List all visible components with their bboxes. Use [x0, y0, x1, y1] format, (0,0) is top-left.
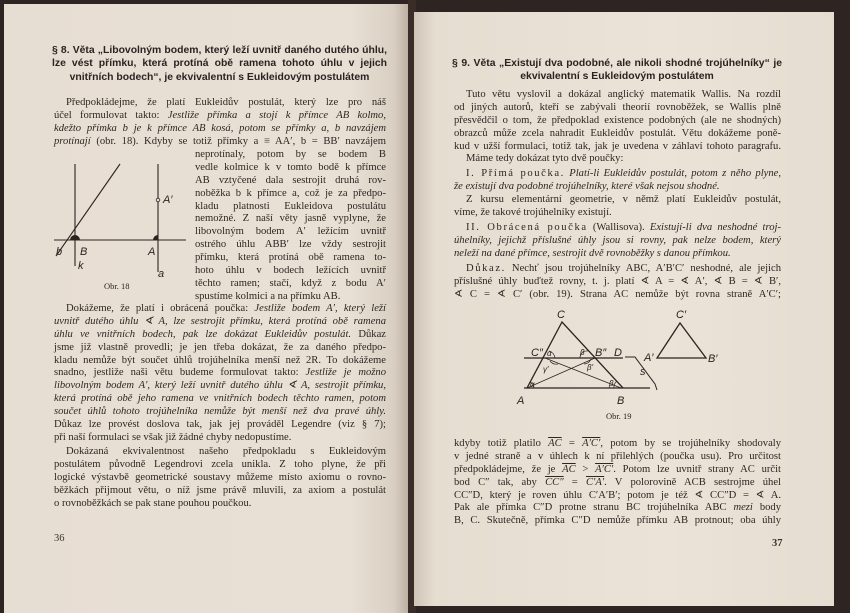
text: snadno, jestliže naši větu budeme formulovat takto: [54, 367, 306, 379]
text: B, C. Skutečně, přímka C″D nemůže přímku AB protnout; oba úhly [454, 515, 781, 527]
label-C: C [557, 309, 565, 321]
text: vedle kolmice k v tomto bodě k přímce [195, 161, 386, 173]
label-b: b [56, 246, 63, 258]
label-D: D [614, 347, 622, 359]
text: body [752, 502, 781, 514]
spaced-label: Důkaz. [466, 263, 506, 274]
italic-text: úhelníky, jejichž příslušné úhly jsou si rovny, pak nelze bodem, který [454, 234, 781, 246]
triangle-a1b1c1 [657, 323, 706, 358]
italic-text: Jestliže přímka a stojí k přímce AB kolmo, [167, 109, 386, 121]
text: o rovnoběžkách se pak stane pouhou poučkou. [54, 497, 252, 509]
text: CC″D, který je roven úhlu C′A′B′; potom je též ∢ CC″D = ∢ A. [454, 489, 781, 501]
text: postulátem původně Legendrovi zcela unikla. Z toho plyne, že při [54, 458, 386, 470]
text: kdyby totiž platilo [454, 438, 549, 449]
label-B: B [80, 246, 88, 258]
text: Dokázaná ekvivalentnost našeho předpokladu s Eukleidovým [66, 446, 386, 457]
text: těchto ramen; stačí, když z bodu A′ [195, 277, 386, 289]
text: (Wallisova). [587, 222, 650, 233]
heading-line: lze vést přímku, která protíná obě ramena tohoto úhlu v jejich [52, 58, 387, 70]
text: . Potom lze uvnitř strany AC určit [613, 463, 781, 475]
line-b [56, 164, 120, 256]
text: Máme tedy dokázat tyto dvě poučky: [466, 153, 624, 165]
italic-text: že existují dva podobné trojúhelníky, které však nejsou shodné. [454, 180, 720, 192]
text: předpokládejme, že je [454, 463, 563, 475]
text: obrazců může zcela nahradit Eukleidův postulát. Větu dokážeme poně- [454, 127, 781, 139]
text: spustíme kolmici a na přímku AB. [195, 290, 341, 302]
text: AB vztyčené dala sestrojit druhá rov- [195, 174, 386, 186]
text: účel formulovat takto: [54, 109, 168, 121]
label-k: k [78, 260, 84, 272]
label-B-double-prime: B″ [595, 347, 607, 359]
label-beta-bottom: β [609, 379, 614, 388]
segment-notation: C′A′ [585, 476, 605, 488]
text: kladu platnosti Eukleidova postulátu [195, 200, 386, 212]
text: ostrého úhlu ABB′ lze vždy sestrojit [195, 239, 386, 251]
italic-text: mezi [733, 502, 753, 514]
heading-line: § 8. Věta „Libovolným bodem, který leží uvnitř daného dutého úhlu, [52, 45, 387, 56]
italic-text: součet úhlů tohoto trojúhelníka nemůže být menší než dva pravé úhly. [54, 406, 386, 418]
text: Tuto větu vyslovil a dokázal anglický matematik Wallis. Na rozdíl [466, 89, 781, 100]
label-a-prime: A′ [163, 194, 173, 206]
segment-notation: CC″ [545, 476, 564, 488]
spaced-label: I. Přímá poučka. [466, 168, 565, 179]
label-C-double-prime: C″ [531, 347, 543, 359]
text: příslušné úhly buďtež rovny, t. j. platí ∢ A = ∢ A′, ∢ B = ∢ B′, [454, 275, 781, 287]
italic-text: uvnitř dutého úhlu ∢ A, lze sestrojit přímku, která protíná obě ramena [54, 315, 386, 327]
label-beta-prime: β′ [587, 363, 594, 372]
right-page [414, 12, 834, 606]
label-gamma-prime: γ′ [543, 365, 549, 374]
figure-caption: Obr. 19 [606, 411, 632, 421]
text: Nechť jsou trojúhelníky ABC, A′B′C′ neshodné, ale jejich [505, 263, 781, 274]
figure-18 [4, 4, 410, 613]
text: víme, že takové trojúhelníky existují. [454, 206, 612, 218]
italic-text: Jestliže je možno [305, 367, 386, 379]
text: Dokážeme, že platí i obrácená poučka: [66, 303, 255, 314]
label-C-prime: C′ [676, 309, 687, 321]
right-angle-mark-a [153, 235, 158, 240]
page-number: 37 [772, 538, 783, 549]
italic-text: kdežto přímka b je k přímce AB kosá, potom se přímky a, b navzájem [54, 122, 386, 134]
text: Z kursu elementární geometrie, v němž platí Eukleidův postulát, [466, 194, 781, 205]
italic-text: Existují-li dva neshodné troj- [649, 222, 781, 233]
text: běžkách přijmout větu, o níž jsme právě mluvili, za axiom a postulát [54, 484, 386, 496]
label-A: A [148, 246, 156, 258]
text: libovolným bodem A′ ležícím uvnitř [195, 226, 386, 238]
text: = [563, 476, 586, 488]
left-page [4, 4, 410, 613]
text: neprotínaly, potom by se bodem B [195, 149, 386, 160]
italic-text: která protíná obě jeho ramena ve vnitřních bodech těchto ramen, potom [54, 393, 386, 405]
text: , potom by se trojúhelníky shodovaly [600, 438, 782, 449]
text: = [561, 438, 583, 449]
italic-text: libovolným bodem A′, který leží uvnitř dutého úhlu ∢ A, sestrojit přímku, [54, 380, 386, 392]
label-A: A [517, 395, 525, 407]
figure-19 [414, 12, 834, 606]
text: Důkaz lze provést doslova tak, jak jej prováděl Legendre (viz § 7); [54, 419, 386, 431]
text: přímku, která protíná obě ramena to- [195, 252, 386, 264]
text: v jedné straně a v úhlech k ní přilehlých (poučka usu). Pro určitost [454, 450, 781, 462]
figure-caption: Obr. 18 [104, 281, 130, 291]
label-s: s [640, 366, 646, 378]
text: při naší formulaci se však již žádné chyby nedopustíme. [54, 431, 292, 443]
text: kladu nemůže být součet úhlů trojúhelníka menší než 2R. To dokážeme [54, 354, 386, 366]
italic-text: neleží na dané přímce, sestrojit dvě rovnoběžky s danou přímkou. [454, 247, 731, 259]
heading-line: ekvivalentní s Eukleidovým postulátem [520, 71, 714, 83]
text: od jiných autorů, kteří se zabývali theorií rovnoběžek, se Wallis plně [454, 101, 781, 113]
segment-notation: A′C′ [582, 438, 601, 449]
segment-notation: $\overline{AC}$ [548, 438, 562, 449]
segment-notation: $\overline{AC}$ [562, 463, 576, 475]
label-alpha-bottom: α [530, 380, 535, 389]
label-a: a [158, 268, 165, 280]
italic-text: úhlu ve vnitřních bodech, pak lze dokázat Eukleidův postulát. [54, 328, 352, 340]
text: hoto úhlu v bodech ležících uvnitř [195, 265, 386, 277]
spaced-label: II. Obrácená poučka [466, 222, 588, 233]
heading-line: § 9. Věta „Existují dva podobné, ale nikoli shodné trojúhelníky“ je [452, 58, 782, 69]
text: > [575, 463, 596, 475]
segment-notation: A′C′ [595, 463, 614, 475]
text: nemožné. Z naší věty jasně vyplyne, že [195, 213, 386, 225]
text: Důkaz [351, 328, 386, 340]
label-A-prime: A′ [644, 352, 654, 364]
heading-line: vnitřních bodech“, je ekvivalentní s Eukleidovým postulátem [69, 71, 370, 83]
text: jsme již vlastně provedli; je jen třeba dokázat, že za daného předpo- [54, 341, 386, 353]
page-number: 36 [54, 533, 65, 544]
label-alpha-top: α [547, 349, 552, 358]
text: kud v užší formulaci, totiž tak, jak je uvedena v záhlaví tohoto paragrafu. [454, 140, 781, 152]
text: logické výstavbě geometrické soustavy můžeme místo axiomu o rovno- [54, 471, 386, 483]
right-angle-mark-b [70, 235, 80, 240]
text: Pak ale přímka C″D protne stranu BC trojúhelníka ABC [454, 502, 734, 514]
line-a-b2 [527, 358, 595, 388]
text: ∢ C = ∢ C′ (obr. 19). Strana AC nemůže být rovna straně A′C′; [454, 288, 781, 300]
text: bod C″ tak, aby [454, 476, 546, 488]
text: Předpokládejme, že platí Eukleidův postulát, který lze pro náš [66, 97, 386, 108]
text: (obr. 18). Kdyby se totiž přímky a ≡ AA′, b = BB′ navzájem [90, 135, 386, 147]
italic-text: Platí-li Eukleidův postulát, potom z něho plyne, [569, 168, 782, 179]
point-a-prime [156, 198, 160, 202]
italic-text: protínají [54, 135, 91, 147]
text: . V polorovině ACB sestrojme úhel [604, 476, 781, 488]
italic-text: Jestliže bodem A′, který leží [254, 303, 386, 314]
label-B-prime: B′ [708, 353, 718, 365]
text: noběžka b k přímce a, což je za předpo- [195, 187, 386, 199]
label-beta-top: β [580, 348, 585, 357]
label-B: B [617, 395, 625, 407]
text: přesvědčil o tom, že předpoklad existence podobných (ale ne shodných) [454, 114, 781, 126]
